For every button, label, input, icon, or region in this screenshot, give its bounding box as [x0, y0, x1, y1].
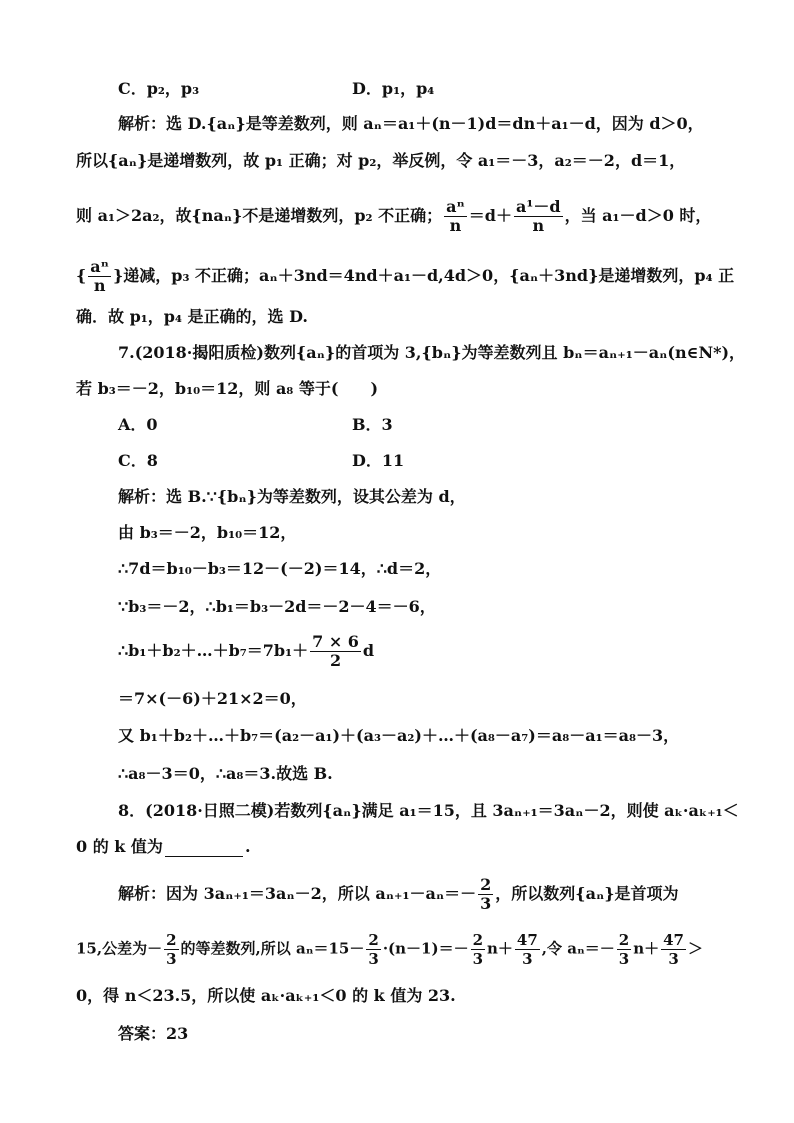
option-c: C．8 [118, 451, 158, 470]
numerator: a¹－d [515, 197, 561, 216]
solution-line: 确．故 p₁，p₄ 是正确的，选 D. [76, 307, 308, 326]
denominator: 3 [522, 950, 533, 968]
solution-line: 解析：选 B.∵{bₙ}为等差数列，设其公差为 d， [118, 487, 466, 506]
question-7-stem: 若 b₃＝－2，b₁₀＝12，则 a₈ 等于( ) [76, 379, 379, 398]
solution-line: 0，得 n＜23.5，所以使 aₖ·aₖ₊₁＜0 的 k 值为 23. [76, 986, 456, 1005]
denominator: 3 [618, 950, 630, 968]
denominator: 3 [668, 950, 679, 968]
fraction [478, 876, 493, 913]
fraction [444, 198, 467, 235]
solution-line-with-fraction [118, 633, 374, 670]
numerator: 2 [618, 931, 630, 949]
solution-line: 解析：选 D.{aₙ}是等差数列，则 aₙ＝a₁＋(n－1)d＝dn＋a₁－d，因为 d＞0， [118, 114, 704, 133]
text-segment: . [244, 837, 251, 856]
question-7-stem: 7.(2018·揭阳质检)数列{aₙ}的首项为 3,{bₙ}为等差数列且 bₙ＝aₙ₊₁－aₙ(n∈N*)， [118, 343, 746, 362]
solution-line-with-fractions [76, 931, 703, 968]
denominator: 3 [166, 950, 177, 968]
solution-line-with-fraction [76, 258, 734, 295]
solution-line: ∴a₈－3＝0，∴a₈＝3.故选 B. [118, 764, 333, 783]
fraction [515, 931, 540, 968]
text-segment: ,令 aₙ＝－ [541, 939, 615, 958]
option-b: B．3 [352, 415, 393, 434]
fraction [310, 633, 361, 670]
text-segment: ∴b₁＋b₂＋…＋b₇＝7b₁＋ [118, 641, 309, 660]
numerator: 2 [166, 931, 177, 949]
text-segment: 0 的 k 值为 [76, 837, 163, 856]
numerator: 2 [368, 931, 379, 949]
text-segment: d [362, 641, 375, 660]
text-segment: { [76, 266, 87, 285]
answer-blank [165, 840, 243, 857]
text-segment: }递减，p₃ 不正确；aₙ＋3nd＝4nd＋a₁－d,4d＞0，{aₙ＋3nd}是递增数列，p₄ 正 [112, 266, 735, 285]
denominator: 3 [480, 894, 492, 913]
text-segment: 15,公差为－ [76, 939, 163, 958]
solution-line: 所以{aₙ}是递增数列，故 p₁ 正确；对 p₂，举反例，令 a₁＝－3，a₂＝－2，d＝1， [76, 151, 686, 170]
solution-line-with-fractions [76, 198, 711, 235]
option-d: D．11 [352, 451, 405, 470]
text-segment: 的等差数列,所以 aₙ＝15－ [180, 939, 365, 958]
text-segment: 则 a₁＞2a₂，故{naₙ}不是递增数列，p₂ 不正确； [76, 206, 443, 225]
fraction [88, 258, 111, 295]
numerator: 7 × 6 [312, 632, 359, 651]
text-segment: ，所以数列{aₙ}是首项为 [495, 884, 679, 903]
text-segment: ＞ [687, 939, 703, 958]
solution-line: 又 b₁＋b₂＋…＋b₇＝(a₂－a₁)＋(a₃－a₂)＋…＋(a₈－a₇)＝a₈－a₁＝a₈－3， [118, 726, 680, 745]
option-a: A．0 [118, 415, 158, 434]
numerator: aⁿ [446, 197, 465, 216]
denominator: n [532, 216, 545, 235]
numerator: 47 [516, 931, 538, 949]
text-segment: ·(n－1)＝－ [382, 939, 469, 958]
denominator: 2 [329, 651, 342, 670]
fraction [471, 931, 485, 968]
solution-line: ∴7d＝b₁₀－b₃＝12－(－2)＝14，∴d＝2， [118, 559, 442, 578]
fraction [661, 931, 686, 968]
solution-line: 由 b₃＝－2，b₁₀＝12， [118, 523, 297, 542]
denominator: 3 [472, 950, 484, 968]
denominator: 3 [368, 950, 379, 968]
text-segment: ，当 a₁－d＞0 时， [564, 206, 712, 225]
numerator: 2 [480, 875, 492, 894]
solution-line-with-fraction [118, 876, 679, 913]
question-8-stem [76, 837, 251, 857]
fraction [164, 931, 178, 968]
text-segment: ＝d＋ [468, 206, 512, 225]
fraction [366, 931, 380, 968]
denominator: n [93, 276, 106, 295]
text-segment: n＋ [487, 939, 513, 958]
denominator: n [449, 216, 462, 235]
option-d-prev: D．p₁，p₄ [352, 79, 435, 98]
solution-line: ＝7×(－6)＋21×2＝0， [118, 689, 307, 708]
answer-line: 答案：23 [118, 1024, 189, 1043]
fraction [514, 198, 563, 235]
option-c-prev: C．p₂，p₃ [118, 79, 200, 98]
solution-line: ∵b₃＝－2，∴b₁＝b₃－2d＝－2－4＝－6， [118, 597, 436, 616]
fraction [617, 931, 631, 968]
text-segment: n＋ [633, 939, 660, 958]
numerator: 47 [663, 931, 684, 949]
text-segment: 解析：因为 3aₙ₊₁＝3aₙ－2，所以 aₙ₊₁－aₙ＝－ [118, 884, 477, 903]
numerator: 2 [472, 931, 484, 949]
question-8-stem: 8．(2018·日照二模)若数列{aₙ}满足 a₁＝15，且 3aₙ₊₁＝3aₙ－2，则使 aₖ·aₖ₊₁＜ [118, 801, 739, 820]
numerator: aⁿ [90, 257, 109, 276]
